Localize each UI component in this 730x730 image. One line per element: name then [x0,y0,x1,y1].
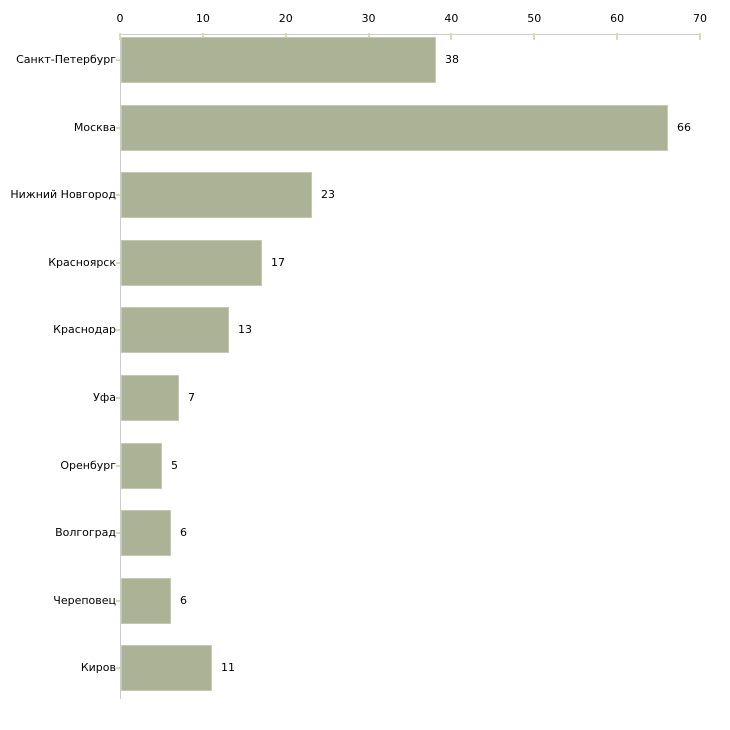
category-label: Нижний Новгород [10,188,116,201]
category-label: Череповец [53,594,116,607]
value-label: 5 [171,459,178,472]
bar-1 [121,37,436,83]
category-label: Москва [73,121,116,134]
value-label: 66 [677,121,691,134]
value-label: 7 [188,391,195,404]
category-label: Оренбург [60,459,116,472]
value-label: 6 [180,526,187,539]
value-label: 23 [321,188,335,201]
bar-3 [121,172,312,218]
value-label: 11 [221,661,235,674]
y-axis-tick [116,397,120,399]
x-axis-tick-label: 20 [278,12,293,25]
x-axis-tick-label: 30 [361,12,376,25]
y-axis-tick [116,600,120,602]
x-axis-line [120,34,701,35]
category-label: Киров [80,661,116,674]
x-axis-tick [450,33,452,40]
x-axis-tick-label: 50 [527,12,542,25]
x-axis-tick-label: 40 [444,12,459,25]
x-axis-tick [616,33,618,40]
category-label: Красноярск [48,256,116,269]
value-label: 6 [180,594,187,607]
y-axis-tick [116,667,120,669]
category-label: Санкт-Петербург [16,53,116,66]
bar-2 [121,105,668,151]
x-axis-tick-label: 60 [610,12,625,25]
y-axis-tick [116,532,120,534]
x-axis-tick [699,33,701,40]
value-label: 17 [271,256,285,269]
value-label: 13 [238,323,252,336]
x-axis-tick-label: 0 [116,12,124,25]
bar-7 [121,443,162,489]
bar-9 [121,578,171,624]
bar-5 [121,307,229,353]
y-axis-tick [116,329,120,331]
x-axis-tick-label: 10 [195,12,210,25]
bar-4 [121,240,262,286]
y-axis-tick [116,194,120,196]
y-axis-tick [116,262,120,264]
x-axis-tick [533,33,535,40]
value-label: 38 [445,53,459,66]
category-label: Краснодар [53,323,116,336]
y-axis-tick [116,465,120,467]
category-label: Уфа [93,391,116,404]
y-axis-tick [116,127,120,129]
bar-6 [121,375,179,421]
category-label: Волгоград [55,526,116,539]
y-axis-tick [116,59,120,61]
bar-8 [121,510,171,556]
x-axis-tick-label: 70 [693,12,707,25]
bar-10 [121,645,212,691]
